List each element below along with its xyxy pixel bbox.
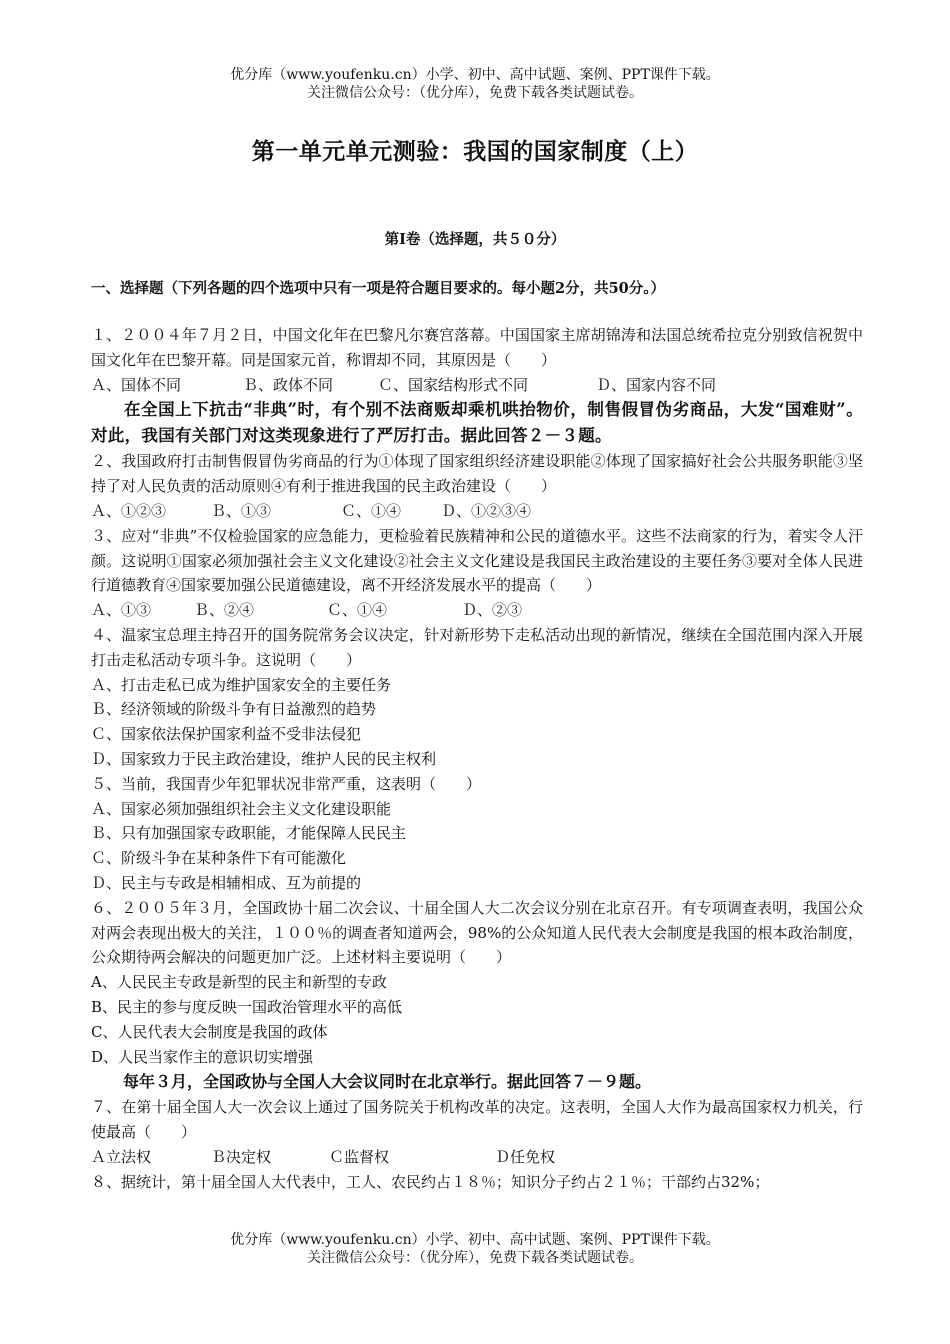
footer-line-1: 优分库（www.youfenku.cn）小学、初中、高中试题、案例、PPT课件下载。 (230, 1232, 720, 1248)
option-c: Ｃ、①④ (327, 601, 388, 620)
question-4-option-b: Ｂ、经济领域的阶级斗争有日益激烈的趋势 (91, 700, 377, 719)
option-a: Ａ立法权 (91, 1147, 152, 1166)
question-5-option-d: Ｄ、民主与专政是相辅相成、互为前提的 (91, 873, 362, 892)
instruction: 一、选择题（下列各题的四个选项中只有一项是符合题目要求的。每小题2分，共50分。） (91, 280, 666, 297)
question-3-text: ３、应对“非典”不仅检验国家的应急能力，更检验着民族精神和公民的道德水平。这些不法商家的行为，着实令人汗颜。这说明①国家必须加强社会主义文化建设②社会主义文化建设是我国民主政治建设的主要任务③要对全体人民进行道德教育④国家要加强公民道德建设，离不开经济发展水平的提高（ ） (91, 526, 863, 595)
option-c: Ｃ监督权 (329, 1147, 390, 1166)
question-4-option-d: Ｄ、国家致力于民主政治建设，维护人民的民主权利 (91, 749, 437, 768)
section-title: 第Ⅰ卷（选择题，共５０分） (384, 231, 566, 248)
question-5-text: ５、当前，我国青少年犯罪状况非常严重，这表明（ ） (91, 774, 482, 793)
question-6-option-d: D、人民当家作主的意识切实增强 (91, 1047, 314, 1066)
question-7-options (91, 1145, 863, 1170)
material-1: 在全国上下抗击“非典”时，有个别不法商贩却乘机哄抬物价，制售假冒伪劣商品，大发“国难财”。对此，我国有关部门对这类现象进行了严厉打击。据此回答２－３题。 (91, 400, 863, 446)
question-5-option-b: Ｂ、只有加强国家专政职能，才能保障人民民主 (91, 824, 407, 843)
option-d: Ｄ、①②③④ (441, 501, 532, 520)
question-6-option-c: C、人民代表大会制度是我国的政体 (91, 1022, 328, 1041)
option-c: Ｃ、国家结构形式不同 (378, 375, 529, 394)
option-b: Ｂ、政体不同 (243, 375, 334, 394)
footer-line-2: 关注微信公众号：（优分库），免费下载各类试题试卷。 (307, 1250, 643, 1266)
question-5-option-a: Ａ、国家必须加强组织社会主义文化建设职能 (91, 799, 392, 818)
material-2: 每年３月，全国政协与全国人大会议同时在北京举行。据此回答７－９题。 (123, 1072, 652, 1092)
option-b: Ｂ、②④ (194, 601, 255, 620)
question-1-text: １、２００４年７月２日，中国文化年在巴黎凡尔赛宫落幕。中国国家主席胡锦涛和法国总统希拉克分别致信祝贺中国文化年在巴黎开幕。同是国家元首，称谓却不同，其原因是（ ） (91, 326, 863, 369)
option-d: Ｄ、②③ (462, 601, 523, 620)
header-line-2: 关注微信公众号：（优分库），免费下载各类试题试卷。 (307, 85, 643, 101)
page-header (0, 66, 950, 102)
question-2-options (91, 499, 863, 524)
option-a: Ａ、①②③ (91, 501, 167, 520)
question-4-option-c: Ｃ、国家依法保护国家利益不受非法侵犯 (91, 725, 362, 744)
question-5-option-c: Ｃ、阶级斗争在某种条件下有可能激化 (91, 849, 347, 868)
question-4-option-a: Ａ、打击走私已成为维护国家安全的主要任务 (91, 675, 392, 694)
header-line-1: 优分库（www.youfenku.cn）小学、初中、高中试题、案例、PPT课件下载。 (230, 67, 720, 83)
question-6-option-b: B、民主的参与度反映一国政治管理水平的高低 (91, 997, 403, 1016)
option-d: Ｄ任免权 (495, 1147, 556, 1166)
page-footer (0, 1231, 950, 1267)
option-d: Ｄ、国家内容不同 (596, 375, 717, 394)
question-2-text: ２、我国政府打击制售假冒伪劣商品的行为①体现了国家组织经济建设职能②体现了国家搞好社会公共服务职能③坚持了对人民负责的活动原则④有利于推进我国的民主政治建设（ ） (91, 452, 863, 496)
option-a: Ａ、国体不同 (91, 375, 182, 394)
page-title: 第一单元单元测验：我国的国家制度（上） (251, 138, 699, 165)
question-6-option-a: A、人民民主专政是新型的民主和新型的专政 (91, 973, 387, 992)
option-c: Ｃ、①④ (341, 501, 402, 520)
question-8-text: ８、据统计，第十届全国人大代表中，工人、农民约占１８％；知识分子约占２１％；干部约占32%； (91, 1172, 770, 1191)
option-b: Ｂ决定权 (211, 1147, 272, 1166)
option-a: Ａ、①③ (91, 601, 152, 620)
option-b: Ｂ、①③ (211, 501, 272, 520)
question-6-text: ６、２００５年３月，全国政协十届二次会议、十届全国人大二次会议分别在北京召开。有专项调查表明，我国公众对两会表现出极大的关注，１００％的调查者知道两会，98%的公众知道人民代表大会制度是我国的根本政治制度，公众期待两会解决的问题更加广泛。上述材料主要说明（ ） (91, 898, 863, 967)
question-7-text: ７、在第十届全国人大一次会议上通过了国务院关于机构改革的决定。这表明，全国人大作为最高国家权力机关，行使最高（ ） (91, 1098, 863, 1142)
questions (91, 323, 863, 1195)
question-4-text: ４、温家宝总理主持召开的国务院常务会议决定，针对新形势下走私活动出现的新情况，继续在全国范围内深入开展打击走私活动专项斗争。这说明（ ） (91, 625, 863, 669)
question-3-options (91, 598, 863, 623)
question-1-options (91, 373, 863, 398)
